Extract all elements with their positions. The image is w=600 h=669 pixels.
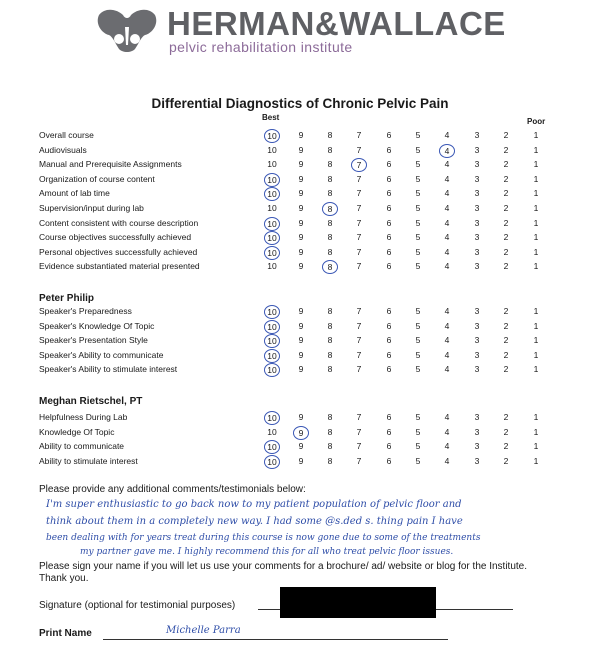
rating-row	[0, 321, 600, 334]
rating-row	[0, 130, 600, 143]
brand-tagline: pelvic rehabilitation institute	[169, 39, 353, 55]
rating-option-6[interactable]: 6	[386, 335, 392, 346]
selected-rating-circle: 10	[264, 440, 280, 454]
rating-option-8[interactable]: 8	[327, 217, 333, 228]
rating-option-10[interactable]	[265, 247, 279, 260]
rating-option-8[interactable]: 8	[327, 441, 333, 452]
rating-label: Course objectives successfully achieved	[39, 232, 192, 243]
handwritten-comment-line: think about them in a completely new way. I had some @s.ded s. thing pain I have	[46, 516, 463, 527]
rating-option-9[interactable]: 9	[298, 130, 304, 140]
rating-option-10[interactable]: 10	[267, 203, 277, 213]
rating-label: Speaker's Presentation Style	[39, 335, 148, 346]
rating-label: Speaker's Ability to communicate	[39, 349, 164, 360]
rating-option-1[interactable]: 1	[533, 144, 539, 155]
rating-option-1[interactable]: 1	[533, 203, 539, 213]
rating-option-4[interactable]: 4	[444, 159, 450, 170]
rating-option-2[interactable]: 2	[503, 412, 509, 422]
rating-option-8[interactable]	[323, 261, 337, 274]
rating-option-3[interactable]: 3	[474, 364, 480, 375]
rating-option-8[interactable]: 8	[327, 306, 333, 316]
print-name-line	[103, 639, 448, 640]
rating-option-1[interactable]: 1	[533, 364, 539, 375]
rating-option-9[interactable]: 9	[298, 188, 304, 199]
rating-option-6[interactable]: 6	[386, 320, 392, 331]
rating-option-9[interactable]: 9	[298, 349, 304, 360]
rating-option-7[interactable]: 7	[356, 455, 362, 466]
rating-label: Ability to communicate	[39, 441, 125, 452]
rating-option-7[interactable]: 7	[356, 188, 362, 199]
selected-rating-circle: 10	[264, 129, 280, 143]
rating-option-3[interactable]: 3	[474, 232, 480, 243]
selected-rating-circle: 7	[351, 158, 367, 172]
rating-option-1[interactable]: 1	[533, 261, 539, 272]
rating-option-1[interactable]: 1	[533, 217, 539, 228]
rating-option-1[interactable]: 1	[533, 306, 539, 316]
rating-option-10[interactable]	[265, 218, 279, 231]
rating-option-8[interactable]: 8	[327, 232, 333, 243]
rating-option-9[interactable]: 9	[298, 441, 304, 452]
rating-option-5[interactable]: 5	[415, 455, 421, 466]
rating-option-1[interactable]: 1	[533, 441, 539, 452]
rating-option-4[interactable]	[440, 145, 454, 158]
rating-option-1[interactable]: 1	[533, 232, 539, 243]
rating-option-1[interactable]: 1	[533, 173, 539, 184]
rating-label: Organization of course content	[39, 173, 155, 184]
rating-option-5[interactable]: 5	[415, 261, 421, 272]
rating-label: Manual and Prerequisite Assignments	[39, 159, 182, 170]
selected-rating-circle: 4	[439, 144, 455, 158]
rating-row	[0, 232, 600, 245]
rating-option-10[interactable]	[265, 335, 279, 348]
rating-row	[0, 350, 600, 363]
rating-option-1[interactable]: 1	[533, 412, 539, 422]
rating-option-3[interactable]: 3	[474, 320, 480, 331]
rating-option-7[interactable]: 7	[356, 441, 362, 452]
rating-option-4[interactable]: 4	[444, 203, 450, 213]
rating-option-2[interactable]: 2	[503, 232, 509, 243]
rating-option-9[interactable]: 9	[298, 217, 304, 228]
rating-option-5[interactable]: 5	[415, 203, 421, 213]
rating-option-8[interactable]: 8	[327, 349, 333, 360]
rating-option-6[interactable]: 6	[386, 203, 392, 213]
rating-option-10[interactable]: 10	[267, 159, 277, 170]
rating-option-2[interactable]: 2	[503, 349, 509, 360]
rating-option-7[interactable]: 7	[356, 130, 362, 140]
rating-option-4[interactable]: 4	[444, 232, 450, 243]
best-label: Best	[262, 113, 280, 122]
print-name-label: Print Name	[39, 628, 92, 639]
print-name-value: Michelle Parra	[166, 625, 241, 636]
rating-option-1[interactable]: 1	[533, 455, 539, 466]
rating-option-5[interactable]: 5	[415, 364, 421, 375]
rating-option-10[interactable]	[265, 456, 279, 469]
rating-option-4[interactable]: 4	[444, 455, 450, 466]
rating-option-10[interactable]	[265, 321, 279, 334]
rating-option-3[interactable]: 3	[474, 130, 480, 140]
rating-option-7[interactable]: 7	[356, 203, 362, 213]
rating-option-7[interactable]: 7	[356, 217, 362, 228]
rating-row	[0, 427, 600, 440]
rating-option-3[interactable]: 3	[474, 455, 480, 466]
rating-option-6[interactable]: 6	[386, 232, 392, 243]
rating-option-4[interactable]: 4	[444, 412, 450, 422]
rating-option-4[interactable]: 4	[444, 349, 450, 360]
rating-option-1[interactable]: 1	[533, 426, 539, 437]
rating-label: Personal objectives successfully achieved	[39, 246, 198, 257]
rating-row	[0, 441, 600, 454]
rating-option-6[interactable]: 6	[386, 144, 392, 155]
rating-row	[0, 364, 600, 377]
rating-label: Speaker's Ability to stimulate interest	[39, 364, 178, 375]
rating-option-2[interactable]: 2	[503, 306, 509, 316]
rating-option-5[interactable]: 5	[415, 349, 421, 360]
rating-label: Speaker's Knowledge Of Topic	[39, 320, 155, 331]
rating-option-10[interactable]: 10	[267, 426, 277, 437]
rating-option-3[interactable]: 3	[474, 261, 480, 272]
rating-option-2[interactable]: 2	[503, 426, 509, 437]
rating-option-3[interactable]: 3	[474, 173, 480, 184]
rating-option-2[interactable]: 2	[503, 144, 509, 155]
rating-option-2[interactable]: 2	[503, 217, 509, 228]
selected-rating-circle: 10	[264, 455, 280, 469]
rating-option-10[interactable]	[265, 364, 279, 377]
rating-option-7[interactable]: 7	[356, 349, 362, 360]
rating-option-2[interactable]: 2	[503, 159, 509, 170]
rating-option-2[interactable]: 2	[503, 173, 509, 184]
rating-option-10[interactable]	[265, 174, 279, 187]
rating-option-7[interactable]: 7	[356, 364, 362, 375]
rating-option-1[interactable]: 1	[533, 188, 539, 199]
rating-option-7[interactable]: 7	[356, 426, 362, 437]
rating-option-8[interactable]: 8	[327, 130, 333, 140]
rating-option-3[interactable]: 3	[474, 246, 480, 257]
rating-option-8[interactable]: 8	[327, 364, 333, 375]
handwritten-comment-line: my partner gave me. I highly recommend this for all who treat pelvic floor issues.	[80, 547, 454, 557]
rating-option-4[interactable]: 4	[444, 320, 450, 331]
rating-row	[0, 306, 600, 319]
redacted-signature	[280, 587, 436, 618]
rating-option-7[interactable]: 7	[356, 412, 362, 422]
rating-option-6[interactable]: 6	[386, 441, 392, 452]
rating-option-2[interactable]: 2	[503, 335, 509, 346]
rating-option-5[interactable]: 5	[415, 412, 421, 422]
rating-option-9[interactable]: 9	[298, 306, 304, 316]
rating-option-2[interactable]: 2	[503, 261, 509, 272]
rating-option-5[interactable]: 5	[415, 306, 421, 316]
rating-option-6[interactable]: 6	[386, 246, 392, 257]
rating-label: Audiovisuals	[39, 144, 87, 155]
rating-option-2[interactable]: 2	[503, 246, 509, 257]
rating-option-9[interactable]: 9	[298, 232, 304, 243]
rating-option-6[interactable]: 6	[386, 349, 392, 360]
rating-option-10[interactable]	[265, 130, 279, 143]
rating-option-9[interactable]: 9	[298, 144, 304, 155]
rating-label: Overall course	[39, 130, 94, 140]
form-title: Differential Diagnostics of Chronic Pelvic Pain	[151, 96, 449, 111]
rating-label: Supervision/input during lab	[39, 203, 144, 213]
selected-rating-circle: 10	[264, 173, 280, 187]
brand-name: HERMAN&WALLACE	[167, 5, 506, 42]
rating-option-4[interactable]: 4	[444, 130, 450, 140]
rating-option-6[interactable]: 6	[386, 188, 392, 199]
selected-rating-circle: 10	[264, 231, 280, 245]
rating-option-6[interactable]: 6	[386, 173, 392, 184]
rating-option-4[interactable]: 4	[444, 306, 450, 316]
rating-option-3[interactable]: 3	[474, 441, 480, 452]
rating-option-6[interactable]: 6	[386, 217, 392, 228]
rating-option-4[interactable]: 4	[444, 364, 450, 375]
rating-option-3[interactable]: 3	[474, 217, 480, 228]
rating-option-4[interactable]: 4	[444, 335, 450, 346]
logo	[95, 5, 545, 57]
rating-option-3[interactable]: 3	[474, 188, 480, 199]
rating-option-6[interactable]: 6	[386, 364, 392, 375]
rating-row	[0, 188, 600, 201]
rating-option-3[interactable]: 3	[474, 203, 480, 213]
rating-row	[0, 159, 600, 172]
rating-option-9[interactable]: 9	[298, 173, 304, 184]
selected-rating-circle: 8	[322, 260, 338, 274]
selected-rating-circle: 10	[264, 334, 280, 348]
rating-row	[0, 203, 600, 216]
rating-option-1[interactable]: 1	[533, 159, 539, 170]
rating-option-8[interactable]: 8	[327, 246, 333, 257]
selected-rating-circle: 10	[264, 349, 280, 363]
rating-option-7[interactable]: 7	[356, 144, 362, 155]
rating-option-7[interactable]: 7	[356, 246, 362, 257]
poor-label: Poor	[527, 117, 546, 126]
rating-option-1[interactable]: 1	[533, 349, 539, 360]
rating-option-2[interactable]: 2	[503, 441, 509, 452]
rating-option-1[interactable]: 1	[533, 246, 539, 257]
rating-row	[0, 218, 600, 231]
rating-option-8[interactable]: 8	[327, 412, 333, 422]
rating-option-9[interactable]: 9	[298, 203, 304, 213]
rating-option-3[interactable]: 3	[474, 426, 480, 437]
handwritten-comment-line: been dealing with for years treat during this course is now gone due to some of the treatments	[46, 533, 481, 543]
rating-row	[0, 174, 600, 187]
rating-option-7[interactable]: 7	[356, 335, 362, 346]
selected-rating-circle: 10	[264, 217, 280, 231]
rating-option-8[interactable]: 8	[327, 159, 333, 170]
rating-option-10[interactable]	[265, 306, 279, 319]
rating-option-5[interactable]: 5	[415, 130, 421, 140]
rating-row	[0, 412, 600, 425]
rating-option-8[interactable]	[323, 203, 337, 216]
rating-option-2[interactable]: 2	[503, 455, 509, 466]
rating-option-7[interactable]: 7	[356, 173, 362, 184]
rating-option-3[interactable]: 3	[474, 349, 480, 360]
rating-label: Helpfulness During Lab	[39, 412, 128, 422]
rating-option-9[interactable]: 9	[298, 364, 304, 375]
rating-option-1[interactable]: 1	[533, 335, 539, 346]
rating-option-6[interactable]: 6	[386, 261, 392, 272]
rating-option-4[interactable]: 4	[444, 188, 450, 199]
rating-option-3[interactable]: 3	[474, 306, 480, 316]
rating-option-10[interactable]	[265, 441, 279, 454]
rating-row	[0, 261, 600, 274]
selected-rating-circle: 10	[264, 246, 280, 260]
rating-label: Ability to stimulate interest	[39, 455, 138, 466]
rating-option-9[interactable]: 9	[298, 335, 304, 346]
rating-option-3[interactable]: 3	[474, 159, 480, 170]
rating-option-1[interactable]: 1	[533, 320, 539, 331]
rating-option-5[interactable]: 5	[415, 335, 421, 346]
rating-option-9[interactable]: 9	[298, 159, 304, 170]
rating-row	[0, 456, 600, 469]
signature-label: Signature (optional for testimonial purposes)	[39, 600, 236, 611]
selected-rating-circle: 8	[322, 202, 338, 216]
rating-option-4[interactable]: 4	[444, 173, 450, 184]
rating-row	[0, 335, 600, 348]
rating-option-7[interactable]: 7	[356, 232, 362, 243]
rating-option-6[interactable]: 6	[386, 159, 392, 170]
rating-option-8[interactable]: 8	[327, 188, 333, 199]
rating-option-5[interactable]: 5	[415, 159, 421, 170]
rating-option-4[interactable]: 4	[444, 441, 450, 452]
rating-option-7[interactable]: 7	[356, 306, 362, 316]
rating-option-9[interactable]: 9	[298, 320, 304, 331]
rating-option-6[interactable]: 6	[386, 426, 392, 437]
rating-option-4[interactable]: 4	[444, 246, 450, 257]
rating-label: Content consistent with course description	[39, 217, 199, 228]
rating-option-10[interactable]	[265, 350, 279, 363]
rating-option-2[interactable]: 2	[503, 364, 509, 375]
rating-option-2[interactable]: 2	[503, 203, 509, 213]
rating-option-6[interactable]: 6	[386, 130, 392, 140]
rating-label: Evidence substantiated material presented	[39, 261, 200, 272]
rating-option-6[interactable]: 6	[386, 455, 392, 466]
comments-prompt: Please provide any additional comments/testimonials below:	[39, 484, 306, 495]
rating-option-8[interactable]: 8	[327, 335, 333, 346]
rating-option-8[interactable]: 8	[327, 455, 333, 466]
rating-option-10[interactable]: 10	[267, 261, 277, 272]
rating-row	[0, 247, 600, 260]
rating-label: Knowledge Of Topic	[39, 426, 115, 437]
selected-rating-circle: 10	[264, 363, 280, 377]
speaker1-name: Peter Philip	[39, 293, 95, 304]
rating-option-3[interactable]: 3	[474, 412, 480, 422]
rating-label: Speaker's Preparedness	[39, 306, 132, 316]
rating-option-9[interactable]: 9	[298, 455, 304, 466]
rating-option-5[interactable]: 5	[415, 188, 421, 199]
rating-option-9[interactable]: 9	[298, 412, 304, 422]
handwritten-comment-line: I'm super enthusiastic to go back now to my patient population of pelvic floor and	[46, 499, 462, 510]
rating-option-7[interactable]: 7	[356, 320, 362, 331]
rating-option-3[interactable]: 3	[474, 144, 480, 155]
rating-option-2[interactable]: 2	[503, 188, 509, 199]
rating-option-5[interactable]: 5	[415, 441, 421, 452]
rating-label: Amount of lab time	[39, 188, 110, 199]
rating-option-10[interactable]	[265, 188, 279, 201]
rating-option-4[interactable]: 4	[444, 261, 450, 272]
rating-option-2[interactable]: 2	[503, 130, 509, 140]
rating-option-5[interactable]: 5	[415, 144, 421, 155]
thank-you-text: Thank you.	[39, 573, 89, 584]
rating-option-9[interactable]	[294, 427, 308, 440]
rating-option-7[interactable]: 7	[356, 261, 362, 272]
selected-rating-circle: 10	[264, 320, 280, 334]
selected-rating-circle: 9	[293, 426, 309, 440]
signature-prompt: Please sign your name if you will let us use your comments for a brochure/ ad/ website or blog for the Institute.	[39, 561, 528, 572]
rating-option-6[interactable]: 6	[386, 412, 392, 422]
rating-option-7[interactable]	[352, 159, 366, 172]
rating-option-5[interactable]: 5	[415, 173, 421, 184]
rating-option-8[interactable]: 8	[327, 144, 333, 155]
rating-option-1[interactable]: 1	[533, 130, 539, 140]
rating-option-8[interactable]: 8	[327, 173, 333, 184]
selected-rating-circle: 10	[264, 305, 280, 319]
rating-option-5[interactable]: 5	[415, 232, 421, 243]
rating-option-10[interactable]	[265, 232, 279, 245]
rating-option-8[interactable]: 8	[327, 426, 333, 437]
rating-option-5[interactable]: 5	[415, 217, 421, 228]
rating-row	[0, 145, 600, 158]
rating-option-8[interactable]: 8	[327, 320, 333, 331]
selected-rating-circle: 10	[264, 187, 280, 201]
rating-option-10[interactable]	[265, 412, 279, 425]
rating-option-9[interactable]: 9	[298, 246, 304, 257]
rating-option-4[interactable]: 4	[444, 426, 450, 437]
rating-option-6[interactable]: 6	[386, 306, 392, 316]
rating-option-3[interactable]: 3	[474, 335, 480, 346]
speaker2-name: Meghan Rietschel, PT	[39, 396, 143, 407]
selected-rating-circle: 10	[264, 411, 280, 425]
rating-option-5[interactable]: 5	[415, 320, 421, 331]
rating-option-2[interactable]: 2	[503, 320, 509, 331]
pelvis-logo-icon	[95, 5, 159, 55]
rating-option-9[interactable]: 9	[298, 261, 304, 272]
rating-option-5[interactable]: 5	[415, 426, 421, 437]
rating-option-10[interactable]: 10	[267, 144, 277, 155]
rating-option-5[interactable]: 5	[415, 246, 421, 257]
rating-option-4[interactable]: 4	[444, 217, 450, 228]
